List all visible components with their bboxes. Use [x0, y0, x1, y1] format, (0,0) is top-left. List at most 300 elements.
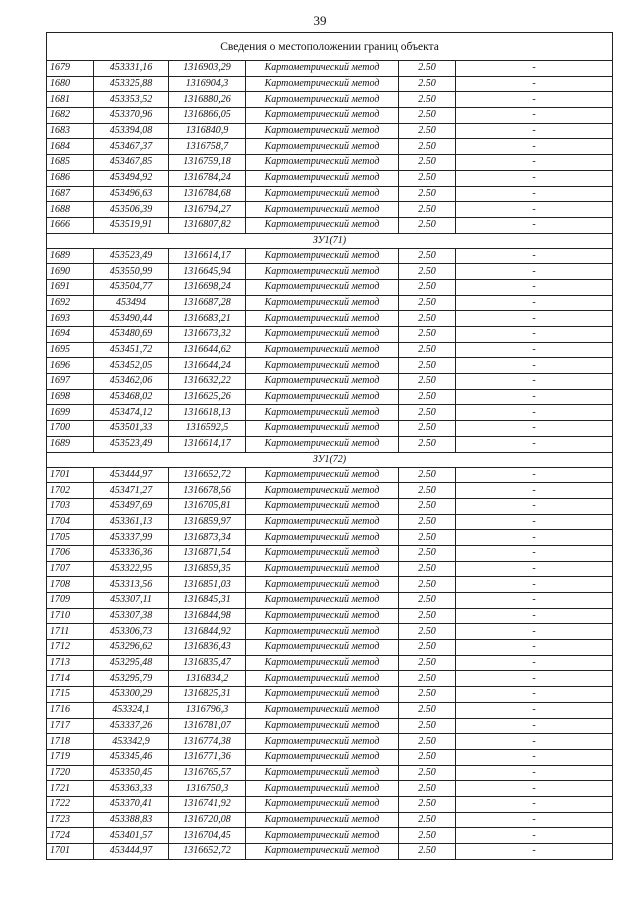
table-row: [47, 577, 613, 593]
y-coordinate-cell: 1316796,3: [169, 702, 246, 718]
point-number-cell: 1711: [47, 624, 94, 640]
description-cell: -: [456, 765, 613, 781]
point-number-cell: 1685: [47, 155, 94, 171]
table-row: [47, 279, 613, 295]
description-cell: -: [456, 514, 613, 530]
method-cell: Картометрический метод: [246, 248, 399, 264]
description-cell: -: [456, 655, 613, 671]
accuracy-cell: 2.50: [399, 76, 456, 92]
table-row: [47, 718, 613, 734]
x-coordinate-cell: 453550,99: [94, 264, 169, 280]
description-cell: -: [456, 248, 613, 264]
method-cell: Картометрический метод: [246, 279, 399, 295]
table-row: [47, 749, 613, 765]
accuracy-cell: 2.50: [399, 765, 456, 781]
accuracy-cell: 2.50: [399, 640, 456, 656]
accuracy-cell: 2.50: [399, 311, 456, 327]
accuracy-cell: 2.50: [399, 108, 456, 124]
accuracy-cell: 2.50: [399, 671, 456, 687]
description-cell: -: [456, 640, 613, 656]
y-coordinate-cell: 1316844,92: [169, 624, 246, 640]
accuracy-cell: 2.50: [399, 749, 456, 765]
x-coordinate-cell: 453322,95: [94, 561, 169, 577]
description-cell: -: [456, 530, 613, 546]
point-number-cell: 1690: [47, 264, 94, 280]
y-coordinate-cell: 1316784,68: [169, 186, 246, 202]
y-coordinate-cell: 1316866,05: [169, 108, 246, 124]
x-coordinate-cell: 453296,62: [94, 640, 169, 656]
table-row: [47, 374, 613, 390]
y-coordinate-cell: 1316851,03: [169, 577, 246, 593]
y-coordinate-cell: 1316873,34: [169, 530, 246, 546]
accuracy-cell: 2.50: [399, 374, 456, 390]
x-coordinate-cell: 453331,16: [94, 61, 169, 77]
point-number-cell: 1714: [47, 671, 94, 687]
accuracy-cell: 2.50: [399, 514, 456, 530]
point-number-cell: 1704: [47, 514, 94, 530]
table-body: [47, 33, 613, 860]
y-coordinate-cell: 1316592,5: [169, 421, 246, 437]
y-coordinate-cell: 1316880,26: [169, 92, 246, 108]
boundary-coordinates-table: [46, 32, 613, 860]
x-coordinate-cell: 453480,69: [94, 327, 169, 343]
y-coordinate-cell: 1316698,24: [169, 279, 246, 295]
description-cell: -: [456, 155, 613, 171]
point-number-cell: 1692: [47, 295, 94, 311]
accuracy-cell: 2.50: [399, 812, 456, 828]
table-row: [47, 545, 613, 561]
method-cell: Картометрический метод: [246, 92, 399, 108]
table-row: [47, 687, 613, 703]
point-number-cell: 1689: [47, 436, 94, 452]
method-cell: Картометрический метод: [246, 781, 399, 797]
table-row: [47, 311, 613, 327]
point-number-cell: 1706: [47, 545, 94, 561]
y-coordinate-cell: 1316871,54: [169, 545, 246, 561]
accuracy-cell: 2.50: [399, 295, 456, 311]
table-row: [47, 389, 613, 405]
accuracy-cell: 2.50: [399, 389, 456, 405]
x-coordinate-cell: 453519,91: [94, 217, 169, 233]
x-coordinate-cell: 453506,39: [94, 202, 169, 218]
point-number-cell: 1693: [47, 311, 94, 327]
method-cell: Картометрический метод: [246, 561, 399, 577]
x-coordinate-cell: 453353,52: [94, 92, 169, 108]
point-number-cell: 1688: [47, 202, 94, 218]
point-number-cell: 1681: [47, 92, 94, 108]
x-coordinate-cell: 453295,79: [94, 671, 169, 687]
table-row: [47, 828, 613, 844]
y-coordinate-cell: 1316652,72: [169, 844, 246, 860]
x-coordinate-cell: 453497,69: [94, 498, 169, 514]
y-coordinate-cell: 1316644,24: [169, 358, 246, 374]
description-cell: -: [456, 170, 613, 186]
table-row: [47, 217, 613, 233]
x-coordinate-cell: 453361,13: [94, 514, 169, 530]
point-number-cell: 1682: [47, 108, 94, 124]
accuracy-cell: 2.50: [399, 844, 456, 860]
y-coordinate-cell: 1316645,94: [169, 264, 246, 280]
table-row: [47, 483, 613, 499]
accuracy-cell: 2.50: [399, 264, 456, 280]
x-coordinate-cell: 453467,85: [94, 155, 169, 171]
x-coordinate-cell: 453388,83: [94, 812, 169, 828]
y-coordinate-cell: 1316614,17: [169, 248, 246, 264]
section-header-row: [47, 452, 613, 467]
point-number-cell: 1710: [47, 608, 94, 624]
point-number-cell: 1716: [47, 702, 94, 718]
boundary-table-container: [46, 32, 612, 860]
method-cell: Картометрический метод: [246, 155, 399, 171]
y-coordinate-cell: 1316771,36: [169, 749, 246, 765]
accuracy-cell: 2.50: [399, 545, 456, 561]
x-coordinate-cell: 453370,41: [94, 796, 169, 812]
table-row: [47, 608, 613, 624]
x-coordinate-cell: 453451,72: [94, 342, 169, 358]
point-number-cell: 1666: [47, 217, 94, 233]
method-cell: Картометрический метод: [246, 718, 399, 734]
method-cell: Картометрический метод: [246, 812, 399, 828]
point-number-cell: 1701: [47, 844, 94, 860]
table-row: [47, 123, 613, 139]
point-number-cell: 1724: [47, 828, 94, 844]
x-coordinate-cell: 453300,29: [94, 687, 169, 703]
y-coordinate-cell: 1316765,57: [169, 765, 246, 781]
x-coordinate-cell: 453452,05: [94, 358, 169, 374]
description-cell: -: [456, 123, 613, 139]
y-coordinate-cell: 1316758,7: [169, 139, 246, 155]
description-cell: -: [456, 749, 613, 765]
description-cell: -: [456, 92, 613, 108]
y-coordinate-cell: 1316720,08: [169, 812, 246, 828]
x-coordinate-cell: 453306,73: [94, 624, 169, 640]
description-cell: -: [456, 593, 613, 609]
x-coordinate-cell: 453471,27: [94, 483, 169, 499]
point-number-cell: 1698: [47, 389, 94, 405]
section-label: ЗУ1(71): [47, 233, 613, 248]
x-coordinate-cell: 453295,48: [94, 655, 169, 671]
point-number-cell: 1697: [47, 374, 94, 390]
method-cell: Картометрический метод: [246, 624, 399, 640]
accuracy-cell: 2.50: [399, 123, 456, 139]
method-cell: Картометрический метод: [246, 483, 399, 499]
point-number-cell: 1719: [47, 749, 94, 765]
point-number-cell: 1715: [47, 687, 94, 703]
point-number-cell: 1721: [47, 781, 94, 797]
x-coordinate-cell: 453336,36: [94, 545, 169, 561]
x-coordinate-cell: 453337,99: [94, 530, 169, 546]
method-cell: Картометрический метод: [246, 374, 399, 390]
method-cell: Картометрический метод: [246, 295, 399, 311]
point-number-cell: 1712: [47, 640, 94, 656]
description-cell: -: [456, 295, 613, 311]
table-row: [47, 76, 613, 92]
description-cell: -: [456, 217, 613, 233]
point-number-cell: 1689: [47, 248, 94, 264]
table-row: [47, 702, 613, 718]
accuracy-cell: 2.50: [399, 467, 456, 483]
y-coordinate-cell: 1316618,13: [169, 405, 246, 421]
x-coordinate-cell: 453444,97: [94, 467, 169, 483]
description-cell: -: [456, 608, 613, 624]
x-coordinate-cell: 453394,08: [94, 123, 169, 139]
point-number-cell: 1705: [47, 530, 94, 546]
description-cell: -: [456, 436, 613, 452]
point-number-cell: 1695: [47, 342, 94, 358]
y-coordinate-cell: 1316687,28: [169, 295, 246, 311]
method-cell: Картометрический метод: [246, 530, 399, 546]
accuracy-cell: 2.50: [399, 498, 456, 514]
point-number-cell: 1696: [47, 358, 94, 374]
accuracy-cell: 2.50: [399, 577, 456, 593]
table-row: [47, 170, 613, 186]
x-coordinate-cell: 453350,45: [94, 765, 169, 781]
accuracy-cell: 2.50: [399, 170, 456, 186]
point-number-cell: 1718: [47, 734, 94, 750]
description-cell: -: [456, 358, 613, 374]
y-coordinate-cell: 1316834,2: [169, 671, 246, 687]
description-cell: -: [456, 405, 613, 421]
description-cell: -: [456, 796, 613, 812]
y-coordinate-cell: 1316781,07: [169, 718, 246, 734]
y-coordinate-cell: 1316794,27: [169, 202, 246, 218]
y-coordinate-cell: 1316859,35: [169, 561, 246, 577]
x-coordinate-cell: 453307,38: [94, 608, 169, 624]
method-cell: Картометрический метод: [246, 749, 399, 765]
description-cell: -: [456, 389, 613, 405]
table-row: [47, 327, 613, 343]
y-coordinate-cell: 1316807,82: [169, 217, 246, 233]
table-row: [47, 671, 613, 687]
method-cell: Картометрический метод: [246, 139, 399, 155]
point-number-cell: 1684: [47, 139, 94, 155]
x-coordinate-cell: 453494: [94, 295, 169, 311]
table-row: [47, 844, 613, 860]
point-number-cell: 1708: [47, 577, 94, 593]
table-row: [47, 514, 613, 530]
x-coordinate-cell: 453342,9: [94, 734, 169, 750]
description-cell: -: [456, 844, 613, 860]
table-row: [47, 467, 613, 483]
method-cell: Картометрический метод: [246, 436, 399, 452]
description-cell: -: [456, 812, 613, 828]
description-cell: -: [456, 498, 613, 514]
point-number-cell: 1723: [47, 812, 94, 828]
accuracy-cell: 2.50: [399, 155, 456, 171]
description-cell: -: [456, 545, 613, 561]
page-number: 39: [313, 13, 327, 28]
x-coordinate-cell: 453307,11: [94, 593, 169, 609]
description-cell: -: [456, 828, 613, 844]
y-coordinate-cell: 1316741,92: [169, 796, 246, 812]
x-coordinate-cell: 453444,97: [94, 844, 169, 860]
method-cell: Картометрический метод: [246, 186, 399, 202]
table-row: [47, 202, 613, 218]
y-coordinate-cell: 1316825,31: [169, 687, 246, 703]
method-cell: Картометрический метод: [246, 342, 399, 358]
method-cell: Картометрический метод: [246, 217, 399, 233]
y-coordinate-cell: 1316673,32: [169, 327, 246, 343]
table-row: [47, 436, 613, 452]
accuracy-cell: 2.50: [399, 202, 456, 218]
description-cell: -: [456, 264, 613, 280]
accuracy-cell: 2.50: [399, 421, 456, 437]
accuracy-cell: 2.50: [399, 248, 456, 264]
description-cell: -: [456, 61, 613, 77]
method-cell: Картометрический метод: [246, 687, 399, 703]
description-cell: -: [456, 561, 613, 577]
accuracy-cell: 2.50: [399, 483, 456, 499]
section-header-row: [47, 233, 613, 248]
method-cell: Картометрический метод: [246, 671, 399, 687]
accuracy-cell: 2.50: [399, 561, 456, 577]
y-coordinate-cell: 1316840,9: [169, 123, 246, 139]
method-cell: Картометрический метод: [246, 264, 399, 280]
method-cell: Картометрический метод: [246, 593, 399, 609]
description-cell: -: [456, 781, 613, 797]
table-row: [47, 734, 613, 750]
description-cell: -: [456, 374, 613, 390]
description-cell: -: [456, 671, 613, 687]
method-cell: Картометрический метод: [246, 389, 399, 405]
point-number-cell: 1722: [47, 796, 94, 812]
table-row: [47, 155, 613, 171]
table-row: [47, 342, 613, 358]
method-cell: Картометрический метод: [246, 577, 399, 593]
x-coordinate-cell: 453501,33: [94, 421, 169, 437]
x-coordinate-cell: 453325,88: [94, 76, 169, 92]
point-number-cell: 1707: [47, 561, 94, 577]
accuracy-cell: 2.50: [399, 593, 456, 609]
accuracy-cell: 2.50: [399, 327, 456, 343]
table-row: [47, 796, 613, 812]
accuracy-cell: 2.50: [399, 61, 456, 77]
x-coordinate-cell: 453363,33: [94, 781, 169, 797]
x-coordinate-cell: 453345,46: [94, 749, 169, 765]
accuracy-cell: 2.50: [399, 781, 456, 797]
table-row: [47, 108, 613, 124]
method-cell: Картометрический метод: [246, 467, 399, 483]
accuracy-cell: 2.50: [399, 279, 456, 295]
description-cell: -: [456, 342, 613, 358]
x-coordinate-cell: 453462,06: [94, 374, 169, 390]
y-coordinate-cell: 1316845,31: [169, 593, 246, 609]
point-number-cell: 1720: [47, 765, 94, 781]
y-coordinate-cell: 1316625,26: [169, 389, 246, 405]
table-row: [47, 295, 613, 311]
table-row: [47, 248, 613, 264]
accuracy-cell: 2.50: [399, 92, 456, 108]
method-cell: Картометрический метод: [246, 108, 399, 124]
x-coordinate-cell: 453337,26: [94, 718, 169, 734]
y-coordinate-cell: 1316844,98: [169, 608, 246, 624]
x-coordinate-cell: 453474,12: [94, 405, 169, 421]
description-cell: -: [456, 76, 613, 92]
table-row: [47, 498, 613, 514]
x-coordinate-cell: 453313,56: [94, 577, 169, 593]
y-coordinate-cell: 1316784,24: [169, 170, 246, 186]
accuracy-cell: 2.50: [399, 828, 456, 844]
accuracy-cell: 2.50: [399, 342, 456, 358]
point-number-cell: 1717: [47, 718, 94, 734]
y-coordinate-cell: 1316750,3: [169, 781, 246, 797]
point-number-cell: 1700: [47, 421, 94, 437]
table-row: [47, 264, 613, 280]
point-number-cell: 1683: [47, 123, 94, 139]
method-cell: Картометрический метод: [246, 655, 399, 671]
point-number-cell: 1713: [47, 655, 94, 671]
accuracy-cell: 2.50: [399, 655, 456, 671]
point-number-cell: 1699: [47, 405, 94, 421]
method-cell: Картометрический метод: [246, 702, 399, 718]
accuracy-cell: 2.50: [399, 358, 456, 374]
method-cell: Картометрический метод: [246, 796, 399, 812]
description-cell: -: [456, 202, 613, 218]
description-cell: -: [456, 186, 613, 202]
method-cell: Картометрический метод: [246, 123, 399, 139]
point-number-cell: 1687: [47, 186, 94, 202]
method-cell: Картометрический метод: [246, 76, 399, 92]
table-title: Сведения о местоположении границ объекта: [47, 33, 613, 61]
method-cell: Картометрический метод: [246, 421, 399, 437]
point-number-cell: 1702: [47, 483, 94, 499]
method-cell: Картометрический метод: [246, 765, 399, 781]
point-number-cell: 1691: [47, 279, 94, 295]
table-title-row: [47, 33, 613, 61]
accuracy-cell: 2.50: [399, 139, 456, 155]
point-number-cell: 1703: [47, 498, 94, 514]
table-row: [47, 624, 613, 640]
description-cell: -: [456, 734, 613, 750]
accuracy-cell: 2.50: [399, 405, 456, 421]
table-row: [47, 655, 613, 671]
x-coordinate-cell: 453494,92: [94, 170, 169, 186]
y-coordinate-cell: 1316652,72: [169, 467, 246, 483]
method-cell: Картометрический метод: [246, 61, 399, 77]
y-coordinate-cell: 1316759,18: [169, 155, 246, 171]
table-row: [47, 421, 613, 437]
accuracy-cell: 2.50: [399, 734, 456, 750]
description-cell: -: [456, 467, 613, 483]
x-coordinate-cell: 453401,57: [94, 828, 169, 844]
point-number-cell: 1694: [47, 327, 94, 343]
method-cell: Картометрический метод: [246, 498, 399, 514]
description-cell: -: [456, 421, 613, 437]
accuracy-cell: 2.50: [399, 530, 456, 546]
description-cell: -: [456, 718, 613, 734]
point-number-cell: 1701: [47, 467, 94, 483]
description-cell: -: [456, 702, 613, 718]
description-cell: -: [456, 624, 613, 640]
y-coordinate-cell: 1316632,22: [169, 374, 246, 390]
accuracy-cell: 2.50: [399, 608, 456, 624]
table-row: [47, 92, 613, 108]
accuracy-cell: 2.50: [399, 436, 456, 452]
table-row: [47, 593, 613, 609]
method-cell: Картометрический метод: [246, 327, 399, 343]
method-cell: Картометрический метод: [246, 358, 399, 374]
description-cell: -: [456, 327, 613, 343]
method-cell: Картометрический метод: [246, 545, 399, 561]
y-coordinate-cell: 1316903,29: [169, 61, 246, 77]
method-cell: Картометрический метод: [246, 311, 399, 327]
x-coordinate-cell: 453496,63: [94, 186, 169, 202]
table-row: [47, 765, 613, 781]
x-coordinate-cell: 453523,49: [94, 436, 169, 452]
method-cell: Картометрический метод: [246, 170, 399, 186]
accuracy-cell: 2.50: [399, 186, 456, 202]
table-row: [47, 358, 613, 374]
